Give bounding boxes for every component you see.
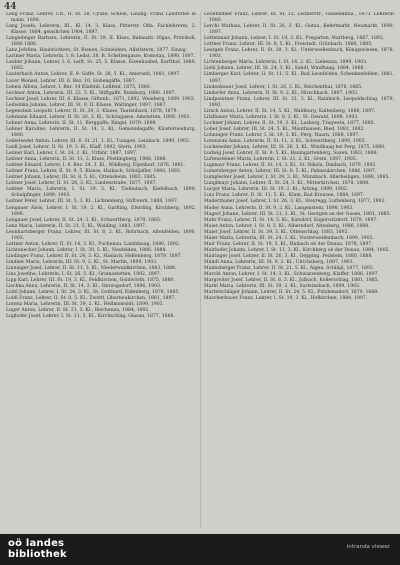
- directory-entry: Leonfeldner Franz, Lehrer, III. St. 12, Leitnerstr., Tausendmul., 1873. Lehrerin 1880.: [204, 12, 394, 24]
- directory-entry: Leibetseder Anton, Lehrer, III. 6. St. 21, 1. Kl., Tunigen, Leinbach, 1899, 1903.: [6, 138, 191, 144]
- directory-entry: Limberger Karl, Lehrer, II. St. 11, 5. Kl., Bad Leonfelden, Schenkenfelden, 1881, 1897.: [204, 72, 394, 84]
- directory-entry: Maier Anton, Lehrer, I. St. 8, 3. Kl., Alberndorf, Altenberg, 1886, 1888.: [204, 223, 370, 229]
- directory-entry: Langedinger Barbara, Lehrerin, II. St. 39, II. Klass, Babaustr. Olgas, Protokoll, 1880 1888.: [6, 36, 196, 48]
- library-logo[interactable]: [8, 538, 67, 560]
- directory-entry: Leitner Anna, Lehrerin, II. St. 11, 3. Klass, Pöstlingberg, 1888, 1888.: [6, 157, 168, 163]
- directory-entry: Lumplecker Josef, Lehrer, I. St. 39, 3. Kl., Münzbach, Allerheiligen, 1880, 1885.: [204, 175, 390, 181]
- directory-entry: Mairinger Josef, Lehrer, II. St. 26, 3. Kl., Oepping, Peilstein, 1880, 1888.: [204, 253, 373, 259]
- directory-entry: Lindinger Franz, Lehrer, II. St. 24, 3. Kl., Haslach, Helfenberg, 1879, 1897.: [6, 253, 183, 259]
- directory-entry: Lengauer Alois, Lehrer, I. St. 19, 2. Kl., Garfling, Eferding, Kirchberg, 1892, 1899.: [6, 205, 196, 217]
- logo-line-1: oö landes: [8, 538, 65, 549]
- directory-entry: Lauterbach Anton, Lehrer, II. 9. Gaffe, St. 38, 5. Kl., Ameranb, 1881, 1897.: [6, 72, 181, 78]
- directory-entry: Maier Josef, Lehrer, II. St. 39, 3. Kl., Ottenschlag, 1883, 1892.: [204, 229, 349, 235]
- directory-entry: Lehmann Eduard, Lehrer, II. St. 26, 3. Kl., Schöngasse, Amstetten, 1898. 1903.: [6, 114, 191, 120]
- directory-entry: Lebeis Alfons, Lehrer, I. Bez. 14 Klafenb. Lellfenf, 1875, 1880.: [6, 84, 152, 90]
- directory-entry: Mannsberger Franz, Lehrer, II. St. 21, 5. Kl., Aigen, Schlägl, 1877, 1892.: [204, 265, 375, 271]
- directory-entry: Lechner Anton, Lehrerin, III. 22, 3. Kl., Stiftgaffe, Rumburg, 1880. 1897.: [6, 90, 176, 96]
- directory-entry: Markl Maria, Lehrerin, III. St. 39, 2. Kl., Sarleinsbach, 1899, 1903.: [204, 284, 361, 290]
- directory-entry: Lindpointner Franz, Lehrer, III. St. 21, 3. Kl., Rainbach, Leopoldschlag, 1879, 1892.: [204, 96, 394, 108]
- directory-entry: Laver Wenzel, Lehrer, III. 6. Bez. 10, Hohengäffe, 1887.: [6, 78, 137, 84]
- directory-entry: Leitner Josef, Lehrer, II. St. 26, 3. Kl., Lindenstraße, 1877, 1897.: [6, 181, 157, 187]
- directory-entry: Maier Maria, Lehrerin, III. St. 24, 2. Kl., Vorderweißenbach, 1899, 1903.: [204, 235, 374, 241]
- directory-entry: Lughofer Josef, Lehrer, I. St. 11, 5. Kl., Kirchschlag, Glasau, 1877, 1888.: [6, 314, 175, 320]
- directory-entry: Leidl Josef, Lehrer, II. St. 19, 3. Kl., Klaff, 1892, Stern, 1903.: [6, 145, 148, 151]
- directory-entry: Leitner Peter, Lehrer, III. St. 5, 3. Kl., Lichtenberg, Stiftwerk, 1888, 1897.: [6, 199, 179, 205]
- directory-entry: Lauber Johann, Lehrer, I. 6. Leift, St. 25, 5. Klasse, Eisenhanbel, Eurfthal, 1880, 1885.: [6, 60, 196, 72]
- directory-entry: Lengauer Josef, Lehrer, II. St. 24, 3. Kl., Schwertberg, 1878, 1885.: [6, 217, 162, 223]
- directory-entry: Liebl Johann, Lehrer, III. St. 24, 3. Kl., Sandl, Windhaag, 1884, 1888.: [204, 66, 365, 72]
- directory-entry: Lugmayr Franz, Lehrer, II. St. 14, 3. Kl., St. Nikola, Dimbach, 1879, 1892.: [204, 163, 377, 169]
- directory-entry: Lechner Josef, Lehrer, III. 6. Klasse, Giftenb., 1871, 1892, Weinberg, 1869. 1903.: [6, 96, 196, 102]
- directory-entry: Lettner Anton, Lehrer, II. St. 14, 3. Kl., Puchenau, Landshaag, 1880, 1892.: [6, 241, 181, 247]
- directory-entry: Lorenzoni Anna, Lehrerin, II. St. 11, 2. Kl., Schwertberg, 1899, 1903.: [204, 138, 367, 144]
- directory-entry: Lang Franz, Lehrer, Ulf., II. St. 38, Cyuze, Schein, Laudig. Franz Lalorettes in mann. 1898.: [6, 12, 196, 24]
- viewer-label[interactable]: intranda viewer: [346, 544, 390, 550]
- directory-entry: Leonhartsberger Franz, Lehrer, III. St. 8, 2. Kl., Rohrbach, Altenfelden, 1890, 1903.: [6, 229, 196, 241]
- directory-entry: Lindenbauer Josef, Lehrer, I. St. 26, 3. Kl., Reichenthal, 1876, 1885.: [204, 84, 363, 90]
- directory-entry: Lohninger Franz, Lehrer, I. St. 19, 3. Kl., Perg, Naarn, 1888, 1897.: [204, 132, 360, 138]
- directory-entry: Leimer Karl, Lehrer, I. St. 24, 2. Kl., Urfahr, 1887, 1897.: [6, 151, 138, 157]
- directory-entry: Mair Franz, Lehrer, II. St. 19, 5. Kl., Haibach ob der Donau, 1878, 1897.: [204, 241, 373, 247]
- directory-entry: Leutgeb Franz, Lehrer, II. St. 39, 3. Kl., Unterweißenbach, Königswiesen, 1878, 1903.: [204, 48, 394, 60]
- directory-entry: Mandl Anna, Lehrerin, III. St. 9, 2. Kl., Ulrichsberg, 1897, 1903.: [204, 259, 354, 265]
- directory-entry: Lirsch Anton, Lehrer, II. St. 14, 5. Kl., Waldburg, Kaltenberg, 1886, 1897.: [204, 108, 376, 114]
- directory-entry: Linninger Josef, Lehrer, II. St. 11, 3. Kl., Niederwaldkirchen, 1883, 1888.: [6, 265, 177, 271]
- directory-entry: Margreiter Josef, Lehrer, II. St. 8, 3. Kl., Julbach, Kollerschlag, 1881, 1885.: [204, 278, 380, 284]
- directory-entry: Magerl Johann, Lehrer, III. St. 21, 3. Kl., St. Georgen an der Gusen, 1881, 1885.: [204, 211, 391, 217]
- directory-entry: Maderthaner Josef, Lehrer, I. St. 26, 3. Kl., Steyregg, Luftenberg, 1877, 1892.: [204, 199, 386, 205]
- directory-entry: Lipp Karl, Lehrer, III. St. 19, 3. Kl., Feldkirchen, Goldwörth, 1875, 1880.: [6, 278, 175, 284]
- right-column: [204, 12, 394, 534]
- directory-entry: Mahr Franz, Lehrer, II. St. 14, 5. Kl., Katsdorf, Engerwitzdorf, 1879, 1897.: [204, 217, 378, 223]
- directory-entry: Lins Josefine, Lehrerin, I. St. 26, 5. Kl., Gramastetten, 1892, 1897.: [6, 272, 162, 278]
- directory-entry: Larimer Maria, Lehrerin, I. 8. Leilst, 38. B. Schellengasse, Komotau, 1890, 1897.: [6, 54, 196, 60]
- directory-entry: Lumetsberger Anton, Lehrer, III. St. 8, 5. Kl., Pabneukirchen, 1886, 1897.: [204, 169, 377, 175]
- directory-entry: Lindorfer Anna, Lehrerin, II. St. 9, 2. Kl., Hirschbach, 1897, 1903.: [204, 90, 359, 96]
- directory-entry: Litzlbauer Maria, Lehrerin, I. St. 8, 2. Kl., St. Oswald, 1898, 1903.: [204, 114, 359, 120]
- directory-entry: Luckeneder Johann, Lehrer, III. St. 26, 3. Kl., Windhaag bei Perg, 1875, 1880.: [204, 145, 386, 151]
- directory-entry: Marchl Anton, Lehrer, I. St. 14, 3. Kl., Schwarzenberg, Klaffer, 1886, 1897.: [204, 272, 380, 278]
- viewer-footer: [0, 534, 400, 565]
- directory-entry: Lerchl Mathias, Lehrer, II. St. 26, 3. Kl., Gutau, Kefermarkt, Neumarkt, 1890, 1897.: [204, 24, 394, 36]
- logo-line-2: bibliothek: [8, 549, 67, 560]
- directory-entry: Lettenmair Johann, Lehrer, I. St. 19, 3. Kl., Pregarten, Wartberg, 1887, 1892.: [204, 36, 385, 42]
- directory-entry: Martetschläger Johann, Lehrer, II. St. 24, 5. Kl., Putzleinsdorf, 1879, 1888.: [204, 290, 379, 296]
- directory-entry: Lehner Anna, Lehrerin, II. St. 11, Berggaffe, Ringel, 1879. 1898.: [6, 120, 157, 126]
- directory-entry: Loidl Franz, Lehrer, II. St. 8, 5. Kl., Zwettl, Oberneukirchen, 1881, 1897.: [6, 296, 176, 302]
- directory-entry: Lanz Jofefine, Haubrichters, St. Bienen, Schneiders, Alleltstern, 1877. Einzig.: [6, 48, 188, 54]
- directory-entry: Lischka Anna, Lehrerin, II. St. 14, 2. Kl., Herzogsdorf, 1896, 1903.: [6, 284, 162, 290]
- directory-entry: Ludwig Josef, Lehrer, II. St. 9, 5. Kl., Baumgartenberg, Saxen, 1883, 1888.: [204, 151, 378, 157]
- directory-entry: Lenz Maria, Lehrerin, II. St. 21, 5. Kl., Walding, 1883, 1897.: [6, 223, 147, 229]
- directory-entry: Leitner Maria, Lehrerin, I. St. 39, 5. Kl., Tiefenbach, Kiefelbach, 1899, Schalpfinger, 1899. 1903.: [6, 187, 196, 199]
- directory-entry: Leitner Eduard, Lehrer, I. 6. Bez. 24, 3. Kl., Wildberg, Eijenborf, 1876, 1881.: [6, 163, 185, 169]
- left-column: [6, 12, 196, 534]
- directory-entry: Lehner Karoline, Lehrerin, II. St. 14, 3. Kl., Gemeindegaffe, Klosterneuburg, 1880.: [6, 126, 196, 138]
- directory-entry: Loher Josef, Lehrer, III. St. 24, 5. Kl., Mauthausen, Ried, 1882, 1892.: [204, 126, 365, 132]
- directory-entry: Legenstein Leopold, Lehrer, II. St. 39, 3. Klasse, Tautenbach, 1878, 1879.: [6, 108, 178, 114]
- directory-entry: Lindner Maria, Lehrerin, III. St. 9, 2. Kl., St. Martin, 1899, 1903.: [6, 259, 158, 265]
- directory-entry: Lettner Franz, Lehrer, III. St. 8, 5. Kl., Freistadt, Grünbach, 1880, 1885.: [204, 42, 373, 48]
- directory-entry: Mascherbauer Franz, Lehrer, I. St. 19, 3. Kl., Hofkirchen, 1884, 1897.: [204, 296, 368, 302]
- directory-entry: Ledwinka Johann, Lehrer, III. St. 9, II. Klasse, Waltinger, 1897, 1887.: [6, 102, 167, 108]
- directory-entry: Mairhofer Johann, Lehrer, I. St. 11, 3. Kl., Kirchberg ob der Donau, 1884, 1885.: [204, 247, 390, 253]
- directory-entry: Mader Anna, Lehrerin, II. St. 9, 2. Kl., Langenstein, 1898, 1903.: [204, 205, 354, 211]
- directory-entry: Loibl Johann, Lehrer, I. St. 24, 3. Kl., St. Gotthard, Eidenberg, 1878, 1885.: [6, 290, 180, 296]
- directory-entry: Leitner Franz, Lehrer, II. St. 9, 5. Klasse, Haibach, Schuljaffer, 1880, 1892.: [6, 169, 182, 175]
- directory-entry: Lichtenecker Johann, Lehrer, I. St. 39, 5. Kl., Neufelden, 1886, 1888.: [6, 247, 167, 253]
- page-number: 44: [4, 2, 17, 12]
- directory-entry: Luftensteiner Maria, Lehrerin, I. St. 21, 2. Kl., Grein, 1897, 1903.: [204, 157, 358, 163]
- directory-entry: Luger Anton, Lehrer, II. St. 21, 3. Kl., Reichenau, 1884, 1892.: [6, 308, 150, 314]
- directory-entry: Lichtenberger Maria, Lehrerin, I. St. 14, 2. Kl., Liebenau, 1899, 1903.: [204, 60, 368, 66]
- directory-entry: Lang Josefa, Lehrerin, III., Kl. 14, 3. Klass, Pitterstr. Olfa. Fachlehrerin, 2. Klasse, 1864, geisslichen 1904, 1897.: [6, 24, 196, 36]
- directory-entry: Lurger Maria, Lehrerin, III. St. 19, 2. Kl., Arbing, 1899, 1903.: [204, 187, 349, 193]
- directory-entry: Lunglmayr Johann, Lehrer, II. St. 24, 3. Kl., Mitterkirchen, 1878, 1888.: [204, 181, 370, 187]
- directory-entry: Lorenz Maria, Lehrerin, III. St. 39, 2. Kl., Hellmonsödt, 1899, 1903.: [6, 302, 165, 308]
- directory-entry: Lochner Johann, Lehrer, II. St. 39, 3. Kl., Lasberg, Tragwein, 1877, 1885.: [204, 120, 375, 126]
- directory-entry: Lutz Franz, Lehrer, II. St. 11, 5. Kl., Klam, Bad Kreuzen, 1884, 1897.: [204, 193, 365, 199]
- column-divider: [200, 12, 201, 528]
- directory-entry: Leitner Johann, Lehrer, III. St. 8, 5. Kl., Ottensheim, 1883, 1885.: [6, 175, 157, 181]
